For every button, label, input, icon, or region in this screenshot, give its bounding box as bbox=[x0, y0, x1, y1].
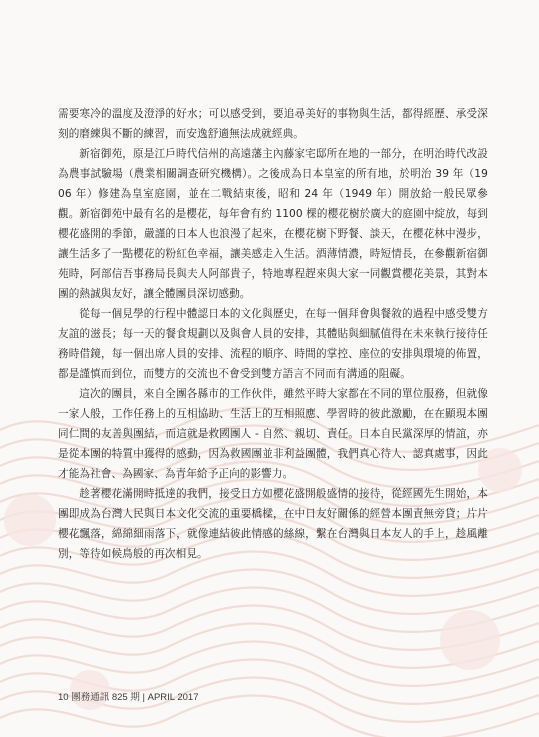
paragraph-1: 需要寒冷的溫度及澄淨的好水；可以感受到，要追尋美好的事物與生活，都得經歷、承受深刻的磨練與不斷的練習，而安逸舒適無法成就經典。 bbox=[58, 108, 488, 140]
paragraph-3: 從每一個見學的行程中體認日本的文化與歷史，在每一個拜會與餐敘的過程中感受雙方友誼的滋長；每一天的餐食規劃以及與會人員的安排，其體貼與細膩值得在未來執行接待任務時借鏡，每一個出席人員的安排、流程的順序、時間的掌控、座位的安排與環境的佈置，都是謹慎而到位，而雙方的交流也不會受到雙方語言不同而有溝通的阻礙。 bbox=[58, 308, 488, 380]
paragraph-2: 新宿御苑，原是江戶時代信州的高遠藩主內藤家宅邸所在地的一部分，在明治時代改設為農事試驗場（農業相關調查研究機構）。之後成為日本皇室的所有地，於明治 39 年（1906 年）修建為皇室庭園，並在二戰結束後，昭和 24 年（1949 年）開放給一般民眾參觀。新宿御苑中最有名的是櫻花，每年會有約 1100 棵的櫻花樹於廣大的庭園中綻放，每到櫻花盛開的季節，嚴謹的日本人也浪漫了起來，在櫻花樹下野餐、談天，在櫻花林中漫步，讓生活多了一點櫻花的粉紅色幸福，讓美感走入生活。酒薄情濃，時短情長，在參觀新宿御苑時，阿部信吾事務局長與夫人阿部貴子，特地專程趕來與大家一同觀賞櫻花美景，其對本團的熱誠與友好，讓全體團員深切感動。 bbox=[58, 148, 488, 300]
paragraph-4: 這次的團員，來自全團各縣市的工作伙伴，雖然平時大家都在不同的單位服務，但就像一家人般，工作任務上的互相協助、生活上的互相照應、學習時的彼此激勵，在在顯現本團同仁間的友善與團結，而這就是救國團人 - 自然、親切、責任。日本自民黨深厚的情誼，亦是從本團的特質中獲得的感動，因為救國團並非利益團體，我們真心待人、認真處事，因此才能為社會、為國家、為青年給予正向的影響力。 bbox=[58, 388, 488, 480]
page-number: 10 bbox=[58, 692, 69, 703]
magazine-issue: 團務通訊 825 期 bbox=[71, 692, 140, 703]
footer-separator: | bbox=[142, 692, 145, 703]
page-footer bbox=[58, 689, 199, 703]
issue-date: APRIL 2017 bbox=[147, 692, 199, 703]
paragraph-5: 趁著櫻花滿開時抵達的我們，接受日方如櫻花盛開般盛情的接待，從經國先生開始，本團即成為台灣人民與日本文化交流的重要橋樑，在中日友好關係的經營本團責無旁貸；片片櫻花飄落，綿綿細雨落下，就像連結彼此情感的絲線，繫在台灣與日本友人的手上，趁風離別，等待如候鳥般的再次相見。 bbox=[58, 488, 488, 560]
article-body bbox=[58, 104, 488, 564]
